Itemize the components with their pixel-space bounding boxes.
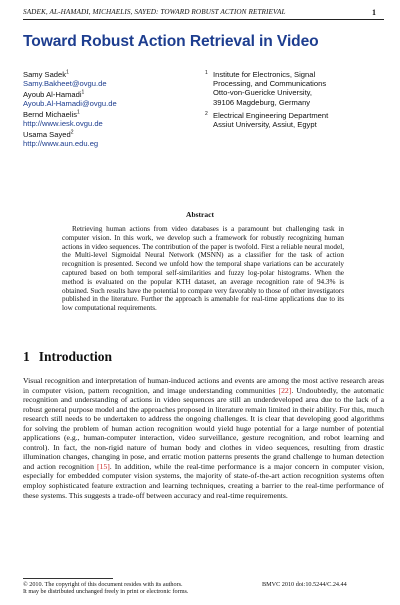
author-list <box>23 70 203 150</box>
header-rule <box>23 19 384 20</box>
affiliation-number: 2 <box>205 110 208 117</box>
section-heading <box>23 349 121 365</box>
affiliation-line: Otto-von-Guericke University, <box>213 88 313 98</box>
affiliation-line: 39106 Magdeburg, Germany <box>213 97 311 107</box>
author-sup: 2 <box>70 129 74 136</box>
author-name: Samy Sadek <box>23 70 67 79</box>
author-1 <box>23 70 203 88</box>
citation-link[interactable]: [22] <box>278 385 292 395</box>
affiliation-line: Institute for Electronics, Signal <box>213 70 316 79</box>
author-email-link[interactable]: Ayoub.Al-Hamadi@ovgu.de <box>23 99 117 109</box>
page-number: 1 <box>372 8 377 17</box>
intro-text-part: Visual recognition and interpretation of human-induced actions and events are among the most active research areas in computer vision, pattern recognition, and image understanding communities <box>23 376 384 395</box>
copyright-line: It may be distributed unchanged freely in print or electronic forms. <box>23 588 189 596</box>
introduction-paragraph <box>23 376 384 500</box>
section-title: Introduction <box>38 349 113 364</box>
author-website-link[interactable]: http://www.aun.edu.eg <box>23 138 99 148</box>
affiliation-line: Processing, and Communications <box>213 79 327 89</box>
author-sup: 1 <box>66 69 69 76</box>
author-name: Usama Sayed <box>23 129 71 139</box>
affiliation-1 <box>205 70 385 107</box>
author-name: Bernd Michaelis <box>23 109 78 119</box>
author-email-link[interactable]: Samy.Bakheet@ovgu.de <box>23 79 107 89</box>
copyright-notice <box>23 581 188 596</box>
doi-reference: BMVC 2010 doi:10.5244/C.24.44 <box>262 581 347 588</box>
author-4 <box>23 130 203 148</box>
author-name: Ayoub Al-Hamadi <box>23 89 82 99</box>
footer-rule <box>23 578 113 579</box>
affiliation-list <box>205 70 385 133</box>
intro-text-part: . In addition, while the real-time performance is a major concern in computer vision, especially for embedded computer vision systems, the majority of state-of-the-art action recognition systems often employ sophisticated feature extraction and learning techniques, creating a barrier to the real-time performance of these systems. This suggests a trade-off between accuracy and real-time requirements. <box>23 461 384 500</box>
paper-title: Toward Robust Action Retrieval in Video <box>23 33 319 50</box>
affiliation-line: Electrical Engineering Department <box>213 110 329 120</box>
abstract-text: Retrieving human actions from video databases is a paramount but challenging task in computer vision. In this work, we develop such a framework for robustly recognizing human actions in video sequences. The contribution of the paper is twofold. First a reliable neural model, the Multi-level Sigmoidal Neural Network (MSNN) as a classifier for the task of action recognition is presented. Second we unfold how the temporal shape variations can be accurately captured based on both temporal self-similarities and fuzzy log-polar histograms. When the method is evaluated on the popular KTH dataset, an average recognition rate of 94.3% is obtained. Such results have the potential to compare very favorably to those of other investigators published in the literature. Further the approach is amenable for real-time applications due to its low computational requirements. <box>62 225 344 313</box>
author-2 <box>23 90 203 108</box>
author-3 <box>23 110 203 128</box>
author-website-link[interactable]: http://www.iesk.ovgu.de <box>23 119 103 129</box>
citation-link[interactable]: [15] <box>96 461 110 471</box>
author-sup: 1 <box>81 89 85 96</box>
copyright-line: © 2010. The copyright of this document resides with its authors. <box>23 581 183 588</box>
affiliation-2 <box>205 111 385 129</box>
affiliation-line: Assiut University, Assiut, Egypt <box>213 120 317 130</box>
running-header: SADEK, AL-HAMADI, MICHAELIS, SAYED: TOWARD ROBUST ACTION RETRIEVAL <box>23 8 286 16</box>
affiliation-number: 1 <box>205 70 208 76</box>
author-sup: 1 <box>77 109 80 116</box>
section-number: 1 <box>23 349 30 364</box>
intro-text-part: . Undoubtedly, the automatic recognition and understanding of actions in video sequences are still an underdeveloped area due to the lack of a robust general purpose model and the approaches proposed in literature remain limited in their ability. For this, much research still needs to be undertaken to address the ongoing challenges. It is clear that developing good algorithms for solving the problem of human action recognition would yield huge potential for a large number of potential applications (e.g., human-computer interaction, video surveillance, gesture recognition, and robot learning and control). In fact, the non-rigid nature of human body and clothes in video sequences, resulting from drastic illumination changes, changing in pose, and erratic motion patterns presents the grand challenge to human detection and action recognition <box>23 385 384 471</box>
abstract-heading: Abstract <box>186 210 214 219</box>
